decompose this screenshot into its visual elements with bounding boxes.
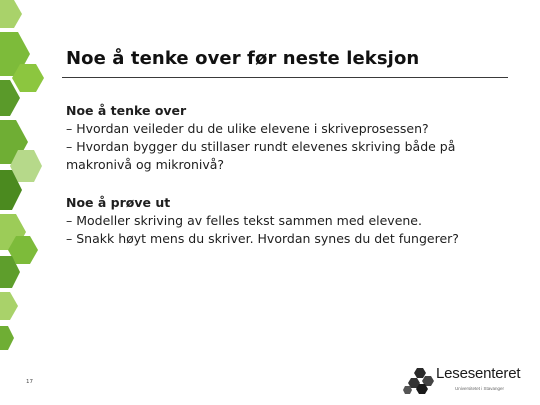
title-underline	[62, 77, 508, 78]
logo-mark-icon	[403, 366, 435, 396]
section-heading: Noe å tenke over	[66, 103, 187, 118]
logo-tagline: Universitetet i Stavanger	[455, 386, 505, 391]
bullet-line: – Hvordan bygger du stillaser rundt elevenes skriving både på	[66, 139, 456, 154]
lesesenteret-logo	[403, 362, 521, 398]
section-heading: Noe å prøve ut	[66, 195, 171, 210]
logo-wordmark: Lesesenteret	[436, 365, 521, 382]
bullet-line: – Hvordan veileder du de ulike elevene i skriveprosessen?	[66, 121, 429, 136]
bullet-line: – Snakk høyt mens du skriver. Hvordan synes du det fungerer?	[66, 231, 459, 246]
slide-body	[66, 102, 506, 248]
bullet-line: makronivå og mikronivå?	[66, 157, 225, 172]
section-gap	[66, 174, 506, 194]
decorative-hexagon-strip	[0, 0, 50, 405]
bullet-line: – Modeller skriving av felles tekst sammen med elevene.	[66, 213, 422, 228]
slide-title: Noe å tenke over før neste leksjon	[66, 48, 420, 69]
slide-number: 17	[26, 379, 33, 385]
